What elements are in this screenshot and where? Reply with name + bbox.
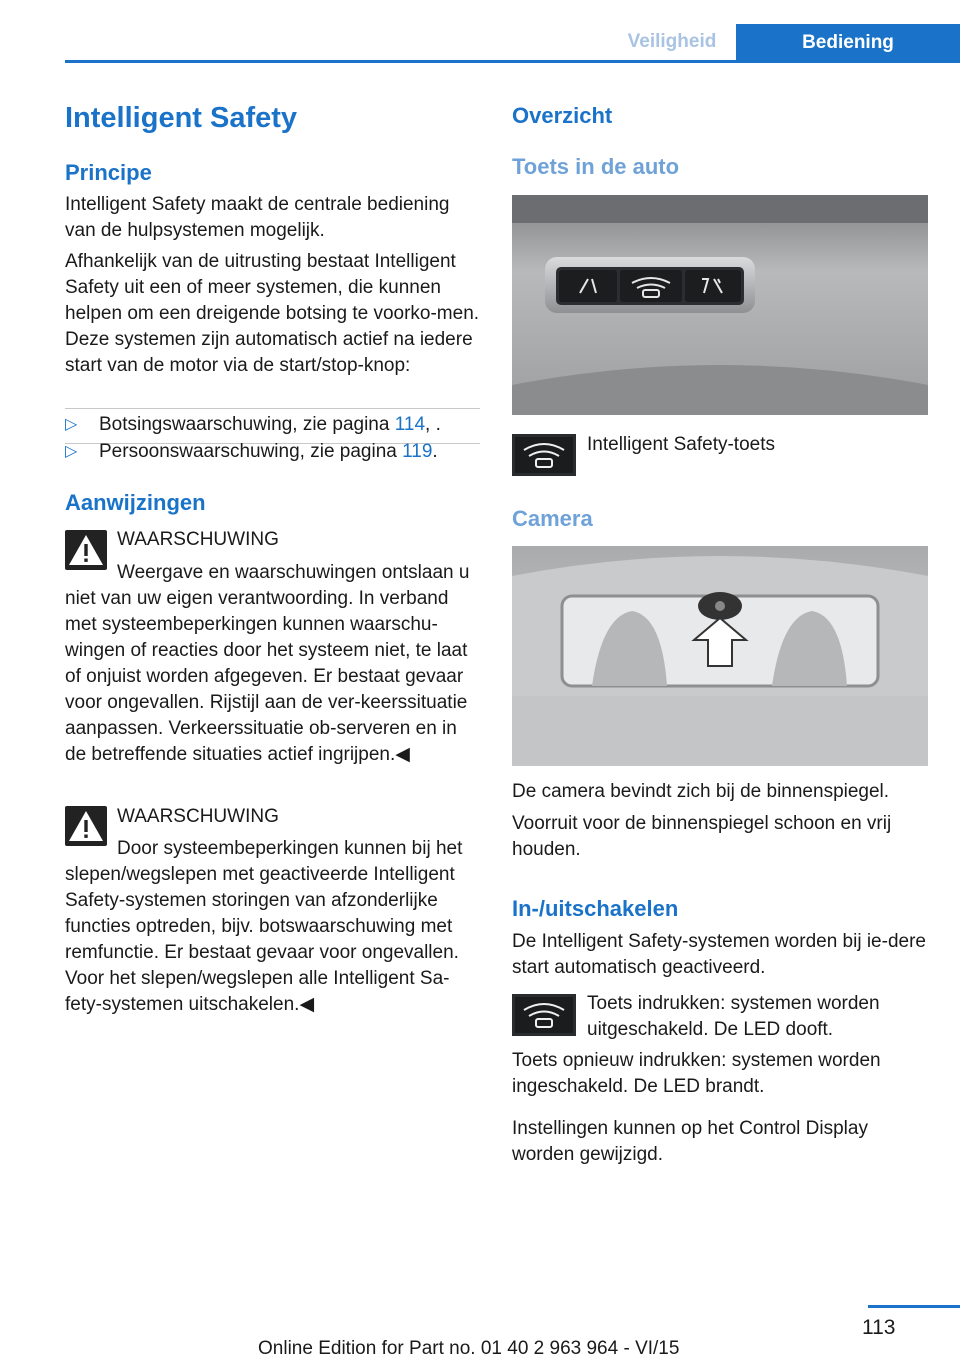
list-divider <box>65 408 480 409</box>
footer-rule <box>868 1305 960 1308</box>
camera-photo <box>512 546 928 766</box>
overzicht-heading: Overzicht <box>512 103 613 128</box>
inuit-paragraph-2: Toets opnieuw indrukken: systemen worden ingeschakeld. De LED brandt. <box>512 1050 881 1097</box>
warning-2-text: Door systeembeperkingen kunnen bij het slepen/wegslepen met geactiveerde Intelligent Safety-systemen storingen van afzonderlijke functies optreden, bijv. botswaarschuwing met remfunctie. Er bestaat gevaar voor ongevallen. Voor het slepen/wegslepen alle Intelligent Sa‐fety-systemen uitschakelen.◀ <box>65 838 463 1015</box>
list-item-text: Persoonswaarschuwing, zie pagina 119. <box>99 441 438 462</box>
page-link-114[interactable]: 114 <box>394 414 426 435</box>
intelligent-safety-button-icon <box>512 434 576 476</box>
edition-footer: Online Edition for Part no. 01 40 2 963 964 - VI/15 <box>258 1338 680 1359</box>
inuit-heading: In-/uitschakelen <box>512 896 679 921</box>
inuit-paragraph-3: Instellingen kunnen op het Control Display worden gewijzigd. <box>512 1118 868 1165</box>
warning-2-title: WAARSCHUWING <box>117 806 279 827</box>
section-aanwijzingen-heading: Aanwijzingen <box>65 490 206 515</box>
warning-1-title: WAARSCHUWING <box>117 529 279 550</box>
principe-paragraph-2: Afhankelijk van de uitrusting bestaat Intelligent Safety uit een of meer systemen, die kunnen helpen om een dreigende botsing te voorko‐men. Deze systemen zijn automatisch actief na iedere start van de motor via de start/stop-knop: <box>65 251 480 376</box>
page-number: 113 <box>862 1316 896 1339</box>
page-title: Intelligent Safety <box>65 102 298 134</box>
bullet-triangle-icon: ▷ <box>65 443 78 460</box>
header-rule <box>65 60 960 63</box>
button-panel-photo <box>512 195 928 415</box>
toets-heading: Toets in de auto <box>512 154 680 179</box>
warning-1-text: Weergave en waarschuwingen ontslaan u niet van uw eigen verantwoording. In verband met systeembeperkingen kunnen waarschu‐wingen of reacties door het systeem niet, te laat of onjuist worden afgegeven. Er bestaat gevaar voor ongevallen. Rijstijl aan de ver‐keerssituatie aanpassen. Verkeerssituatie ob‐serveren en in de betreffende situaties actief ingrijpen.◀ <box>65 562 470 765</box>
inuit-icon-text: Toets indrukken: systemen worden uitgeschakeld. De LED dooft. <box>587 993 880 1040</box>
principe-paragraph-1: Intelligent Safety maakt de centrale bediening van de hulpsystemen mogelijk. <box>65 194 450 241</box>
list-item-text: Botsingswaarschuwing, zie pagina 114, . <box>99 414 441 435</box>
camera-paragraph-1: De camera bevindt zich bij de binnenspiegel. <box>512 781 890 802</box>
intelligent-safety-button-icon <box>512 994 576 1036</box>
toets-caption: Intelligent Safety-toets <box>587 434 775 455</box>
section-principe-heading: Principe <box>65 160 152 185</box>
page-link-119[interactable]: 119 <box>402 441 433 462</box>
tab-veiligheid[interactable]: Veiligheid <box>627 31 717 52</box>
camera-paragraph-2: Voorruit voor de binnenspiegel schoon en vrij houden. <box>512 813 892 860</box>
bullet-triangle-icon: ▷ <box>65 416 78 433</box>
inuit-paragraph-1: De Intelligent Safety-systemen worden bij ie‐dere start automatisch geactiveerd. <box>512 931 926 978</box>
tab-bediening[interactable]: Bediening <box>736 24 960 63</box>
camera-heading: Camera <box>512 506 593 531</box>
